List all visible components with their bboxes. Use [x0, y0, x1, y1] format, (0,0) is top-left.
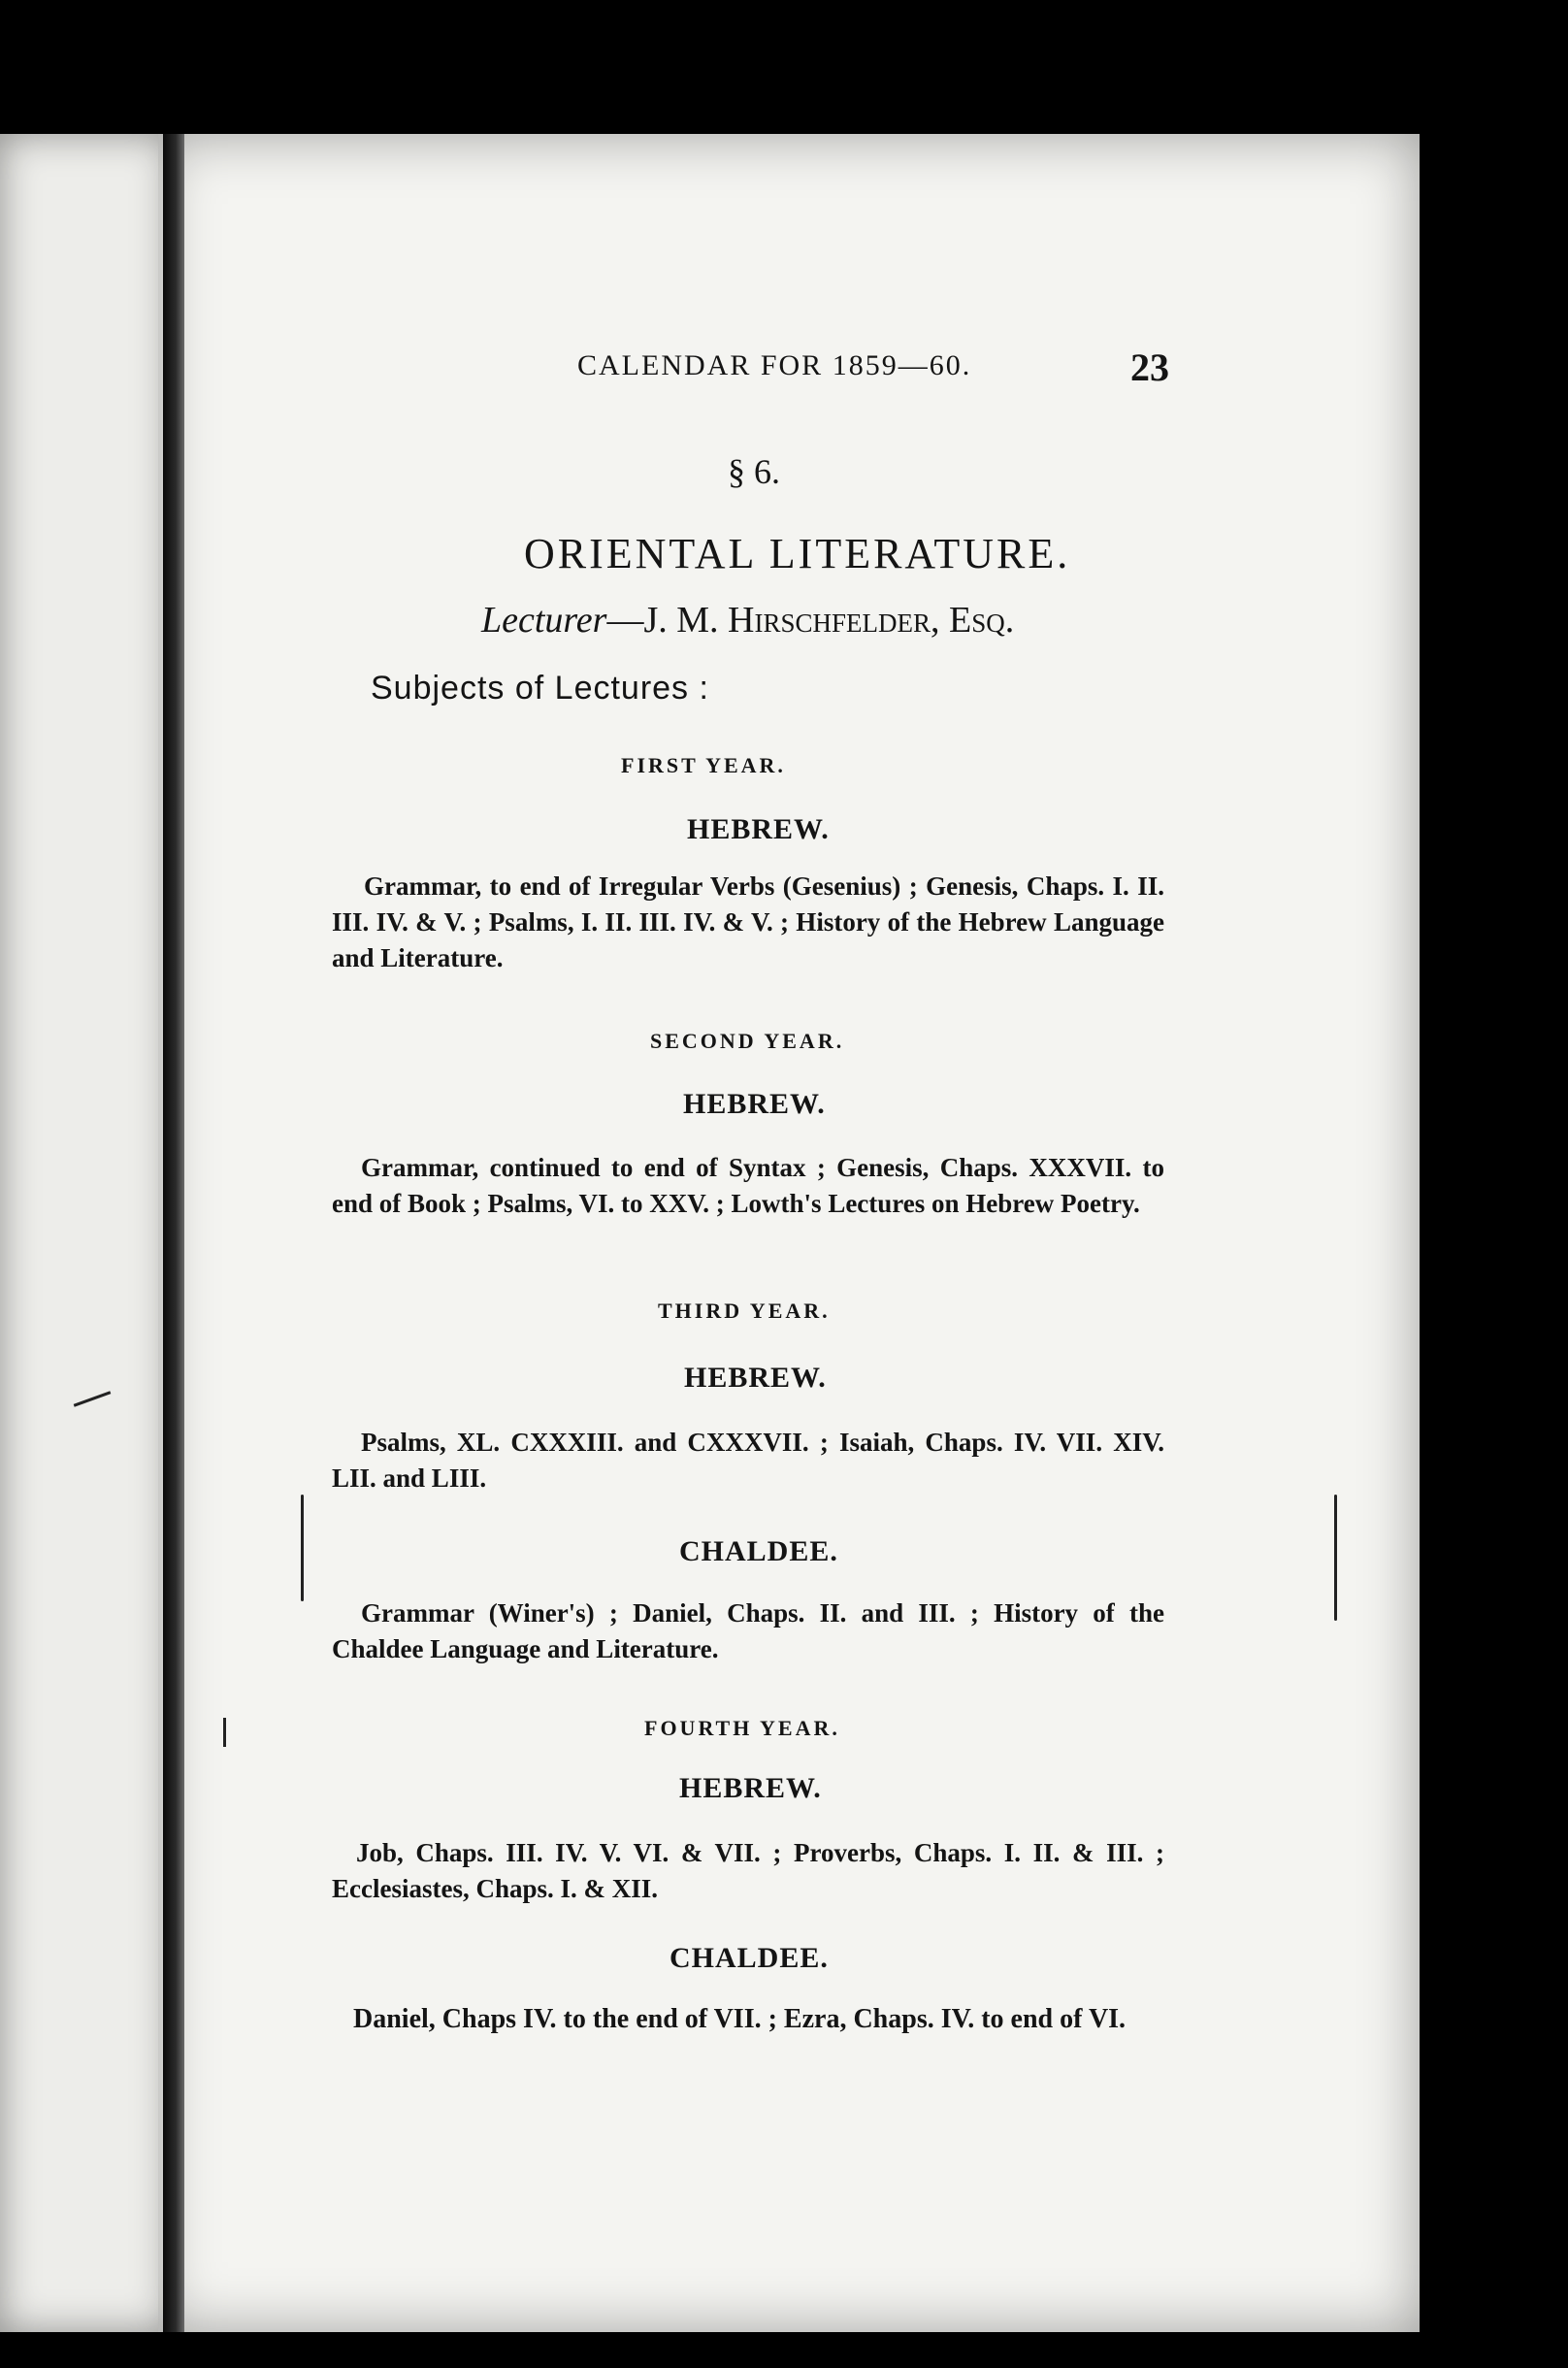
subject-text: Job, Chaps. III. IV. V. VI. & VII. ; Proverbs, Chaps. I. II. & III. ; Ecclesiastes, Chaps. I. & XII. [332, 1838, 1164, 1903]
language-heading: HEBREW. [683, 1088, 826, 1120]
facing-page-edge [0, 134, 171, 2332]
scan-mark [301, 1495, 304, 1601]
section-title: ORIENTAL LITERATURE. [524, 530, 1071, 577]
subject-text: Grammar, to end of Irregular Verbs (Gesenius) ; Genesis, Chaps. I. II. III. IV. & V. ; Psalms, I. II. III. IV. & V. ; History of the Hebrew Language and Literature. [332, 872, 1164, 972]
language-heading: HEBREW. [687, 813, 830, 845]
language-heading: CHALDEE. [670, 1942, 829, 1974]
subject-text: Psalms, XL. CXXXIII. and CXXXVII. ; Isaiah, Chaps. IV. VII. XIV. LII. and LIII. [332, 1428, 1164, 1493]
subjects-label: Subjects of Lectures : [371, 670, 709, 707]
book-gutter [163, 134, 184, 2332]
year-heading-second: SECOND YEAR. [650, 1029, 845, 1053]
scan-mark [1334, 1495, 1337, 1621]
running-head: CALENDAR FOR 1859—60. [577, 349, 972, 381]
year-heading-first: FIRST YEAR. [621, 753, 786, 777]
subject-text: Grammar, continued to end of Syntax ; Genesis, Chaps. XXXVII. to end of Book ; Psalms, VI. to XXV. ; Lowth's Lectures on Hebrew Poetry. [332, 1153, 1164, 1218]
section-mark: § 6. [728, 452, 780, 491]
subject-text: Grammar (Winer's) ; Daniel, Chaps. II. and III. ; History of the Chaldee Language and Literature. [332, 1598, 1164, 1663]
year-heading-third: THIRD YEAR. [658, 1299, 831, 1323]
lecturer-initials: —J. M. [606, 600, 729, 641]
lecturer-name: Hirschfelder, Esq. [728, 600, 1015, 641]
language-heading: HEBREW. [684, 1362, 827, 1394]
language-heading: CHALDEE. [679, 1535, 838, 1567]
lecturer-line [481, 599, 1014, 641]
page-number: 23 [1130, 345, 1169, 389]
year-heading-fourth: FOURTH YEAR. [644, 1716, 840, 1740]
language-heading: HEBREW. [679, 1772, 822, 1804]
subject-text: Daniel, Chaps IV. to the end of VII. ; Ezra, Chaps. IV. to end of VI. [353, 2004, 1127, 2034]
scan-mark [223, 1718, 226, 1747]
lecturer-label: Lecturer [481, 600, 607, 641]
